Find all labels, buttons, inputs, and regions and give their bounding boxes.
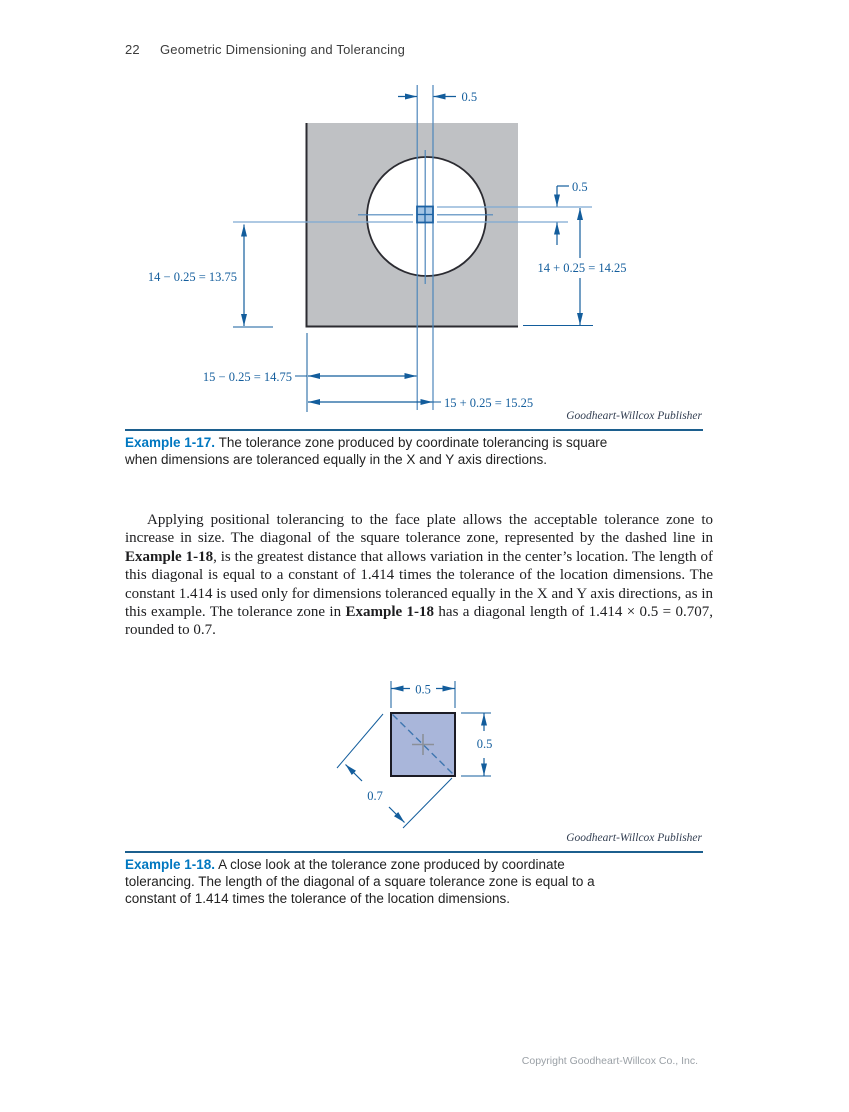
figure-1-credit: Goodheart-Willcox Publisher xyxy=(566,410,702,422)
figure-2-caption-line: constant of 1.414 times the tolerance of the location dimensions. xyxy=(125,891,510,906)
dim-left-label: 14 − 0.25 = 13.75 xyxy=(147,270,237,284)
dim-right-small-label: 0.5 xyxy=(572,180,588,194)
figure-2-credit: Goodheart-Willcox Publisher xyxy=(566,832,702,844)
figure-2-caption-label: Example 1-18. xyxy=(125,857,216,872)
copyright-footer: Copyright Goodheart-Willcox Co., Inc. xyxy=(521,1055,698,1067)
fig2-dim-top-label: 0.5 xyxy=(415,682,431,697)
figure-1-rule xyxy=(125,429,703,431)
figure-1-caption-label: Example 1-17. xyxy=(125,435,216,450)
dim-bottom-minus-label: 15 − 0.25 = 14.75 xyxy=(202,370,292,384)
figure-1-caption-line: when dimensions are toleranced equally in the X and Y axis directions. xyxy=(125,452,548,467)
figure-1-caption xyxy=(125,434,685,468)
page-number: 22 xyxy=(125,42,140,57)
figure-2-caption xyxy=(125,856,685,907)
running-head-title: Geometric Dimensioning and Tolerancing xyxy=(160,42,406,57)
figure-2-caption-line: tolerancing. The length of the diagonal of a square tolerance zone is equal to a xyxy=(125,874,595,889)
figure-2-caption-text: A close look at the tolerance zone produced by coordinate xyxy=(215,857,565,872)
figure-1-caption-line xyxy=(125,434,685,451)
dim-right-label: 14 + 0.25 = 14.25 xyxy=(537,261,627,275)
example-1-18-reference: Example 1-18 xyxy=(345,604,435,621)
figure-1-caption-text: The tolerance zone produced by coordinate tolerancing is square xyxy=(215,435,608,450)
fig2-dim-right-label: 0.5 xyxy=(476,737,493,751)
body-paragraph xyxy=(125,511,713,640)
figure-2-caption-line xyxy=(125,856,685,873)
figure-1-drawing xyxy=(125,80,740,415)
figure-2-drawing xyxy=(325,675,505,835)
example-1-18-reference: Example 1-18 xyxy=(125,548,214,565)
dim-top-label: 0.5 xyxy=(461,90,478,104)
fig2-diagonal-extension-upper xyxy=(337,714,383,768)
paragraph-text: has a diagonal length of 1.414 × 0.5 = 0.707, rounded to 0.7. xyxy=(125,604,713,639)
figure-2-rule xyxy=(125,851,703,853)
paragraph-text: Applying positional tolerancing to the face plate allows the acceptable tolerance zone to increase in size. The diagonal of the square tolerance zone, represented by the dashed line in xyxy=(125,512,713,547)
fig2-dim-diagonal-label: 0.7 xyxy=(367,789,383,803)
paragraph-text: , is the greatest distance that allows variation in the center’s location. The length of this diagonal is equal to a constant of 1.414 times the tolerance of the location dimensions. The constant 1.414 is used only for dimensions toleranced equally in the X and Y axis directions, as in this example. The tolerance zone in xyxy=(125,548,713,621)
dim-bottom-plus-label: 15 + 0.25 = 15.25 xyxy=(444,396,534,410)
fig2-dim-diagonal-upper-arrow xyxy=(346,765,363,782)
fig2-diagonal-extension-lower xyxy=(403,778,452,828)
fig2-dim-diagonal-lower-arrow xyxy=(389,807,405,823)
